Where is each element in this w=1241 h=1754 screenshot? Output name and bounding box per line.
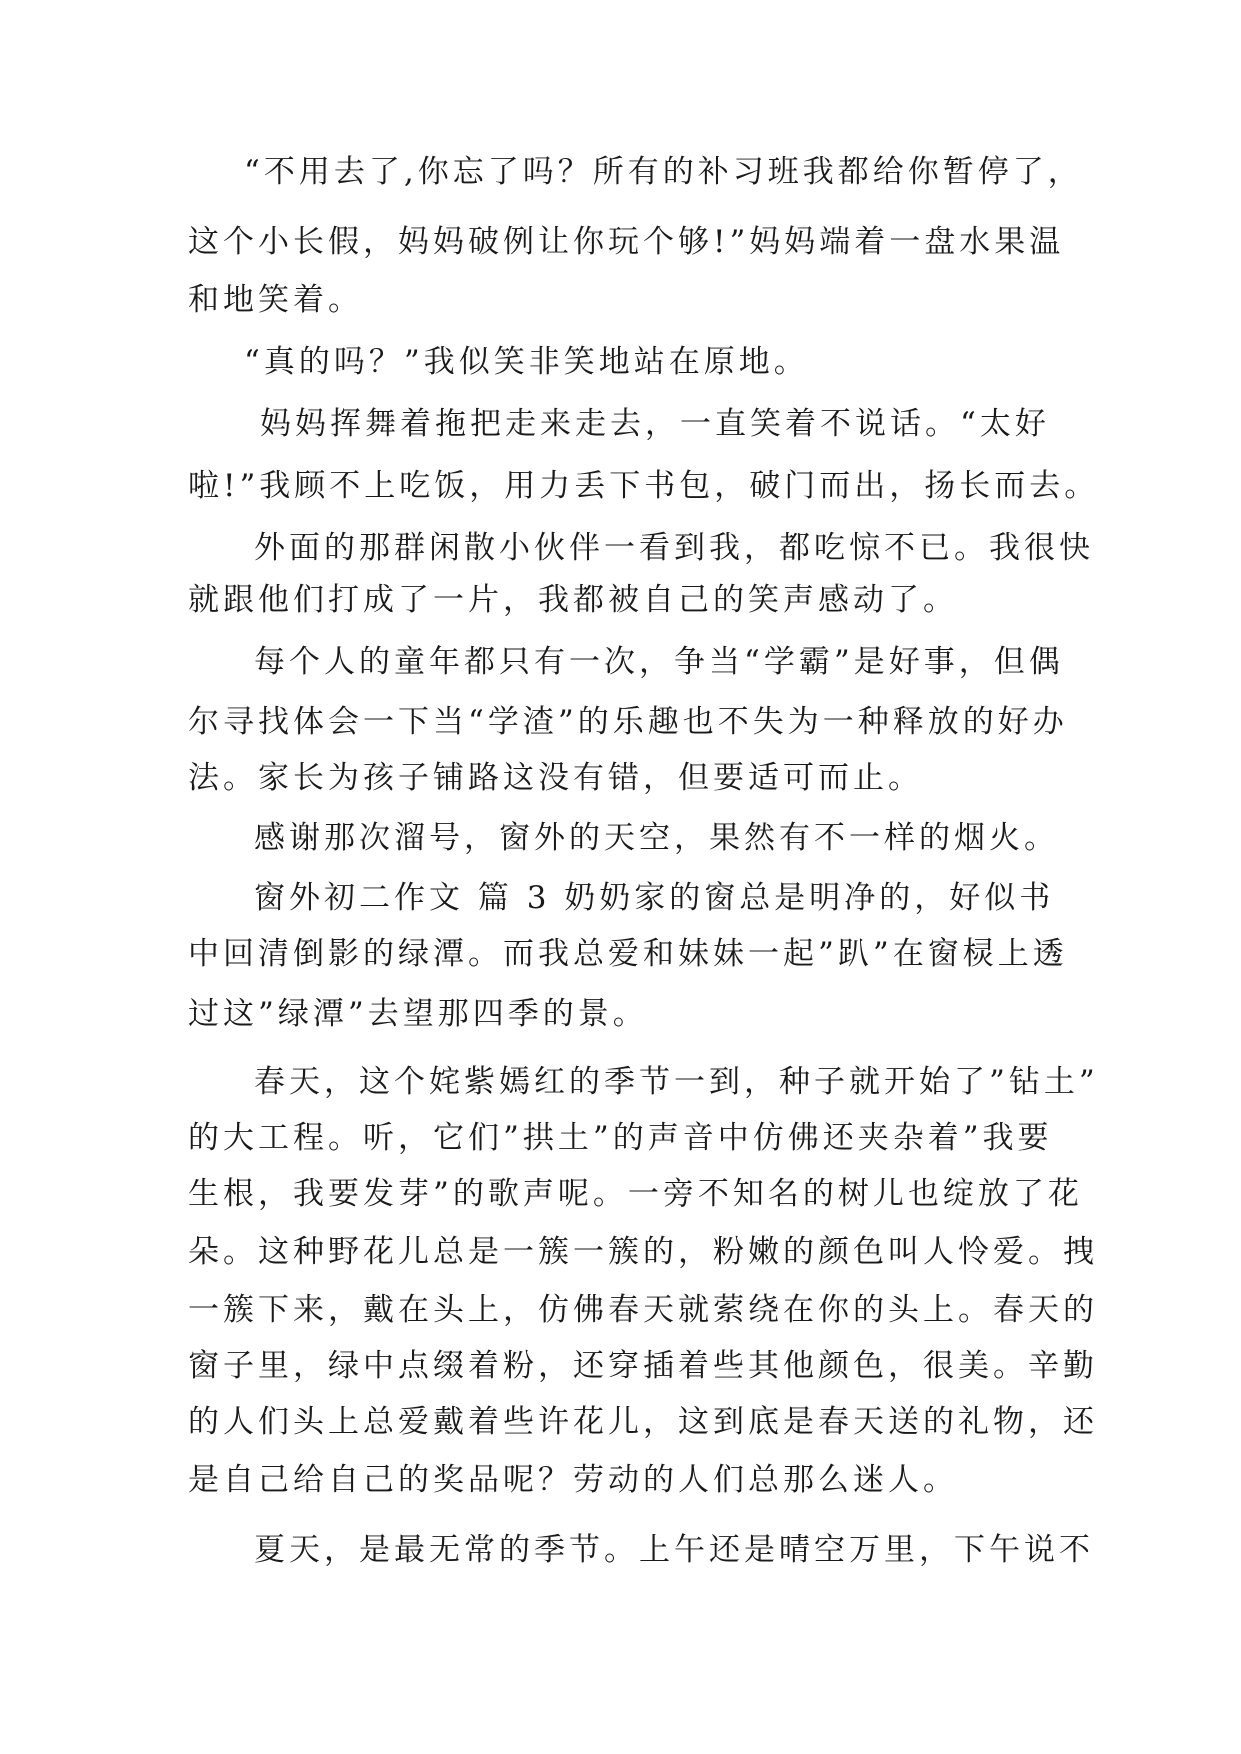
text-line: 的人们头上总爱戴着些许花儿，这到底是春天送的礼物，还	[188, 1404, 1098, 1440]
text-line: 妈妈挥舞着拖把走来走去，一直笑着不说话。“太好	[260, 406, 1050, 442]
text-line: “不用去了,你忘了吗？所有的补习班我都给你暂停了，	[244, 154, 1083, 190]
text-line: 是自己给自己的奖品呢？劳动的人们总那么迷人。	[188, 1462, 958, 1498]
text-line: 春天，这个姹紫嫣红的季节一到，种子就开始了”钻土”	[254, 1064, 1099, 1100]
text-line: 一簇下来，戴在头上，仿佛春天就萦绕在你的头上。春天的	[188, 1292, 1098, 1328]
text-line: 夏天，是最无常的季节。上午还是晴空万里，下午说不	[254, 1532, 1094, 1568]
text-line: 和地笑着。	[188, 282, 363, 318]
text-line: 生根，我要发芽”的歌声呢。一旁不知名的树儿也绽放了花	[188, 1176, 1083, 1212]
text-line: 尔寻找体会一下当“学渣”的乐趣也不失为一种释放的好办	[188, 704, 1068, 740]
text-line: 中回清倒影的绿潭。而我总爱和妹妹一起”趴”在窗棂上透	[188, 936, 1068, 972]
text-line: 窗子里，绿中点缀着粉，还穿插着些其他颜色，很美。辛勤	[188, 1348, 1098, 1384]
text-line: 过这”绿潭”去望那四季的景。	[188, 996, 648, 1032]
text-line: 感谢那次溜号，窗外的天空，果然有不一样的烟火。	[254, 820, 1059, 856]
text-line: 每个人的童年都只有一次，争当“学霸”是好事，但偶	[254, 644, 1064, 680]
text-line: 外面的那群闲散小伙伴一看到我，都吃惊不已。我很快	[254, 530, 1094, 566]
text-line: 的大工程。听，它们”拱土”的声音中仿佛还夹杂着”我要	[188, 1120, 1053, 1156]
text-line: “真的吗？”我似笑非笑地站在原地。	[244, 344, 809, 380]
text-line: 啦!”我顾不上吃饭，用力丢下书包，破门而出，扬长而去。	[188, 468, 1100, 504]
text-line: 法。家长为孩子铺路这没有错，但要适可而止。	[188, 760, 923, 796]
text-line: 这个小长假，妈妈破例让你玩个够!”妈妈端着一盘水果温	[188, 224, 1065, 260]
text-line: 朵。这种野花儿总是一簇一簇的，粉嫩的颜色叫人怜爱。拽	[188, 1234, 1098, 1270]
text-line: 窗外初二作文 篇 3 奶奶家的窗总是明净的，好似书	[254, 880, 1055, 916]
text-line: 就跟他们打成了一片，我都被自己的笑声感动了。	[188, 582, 958, 618]
